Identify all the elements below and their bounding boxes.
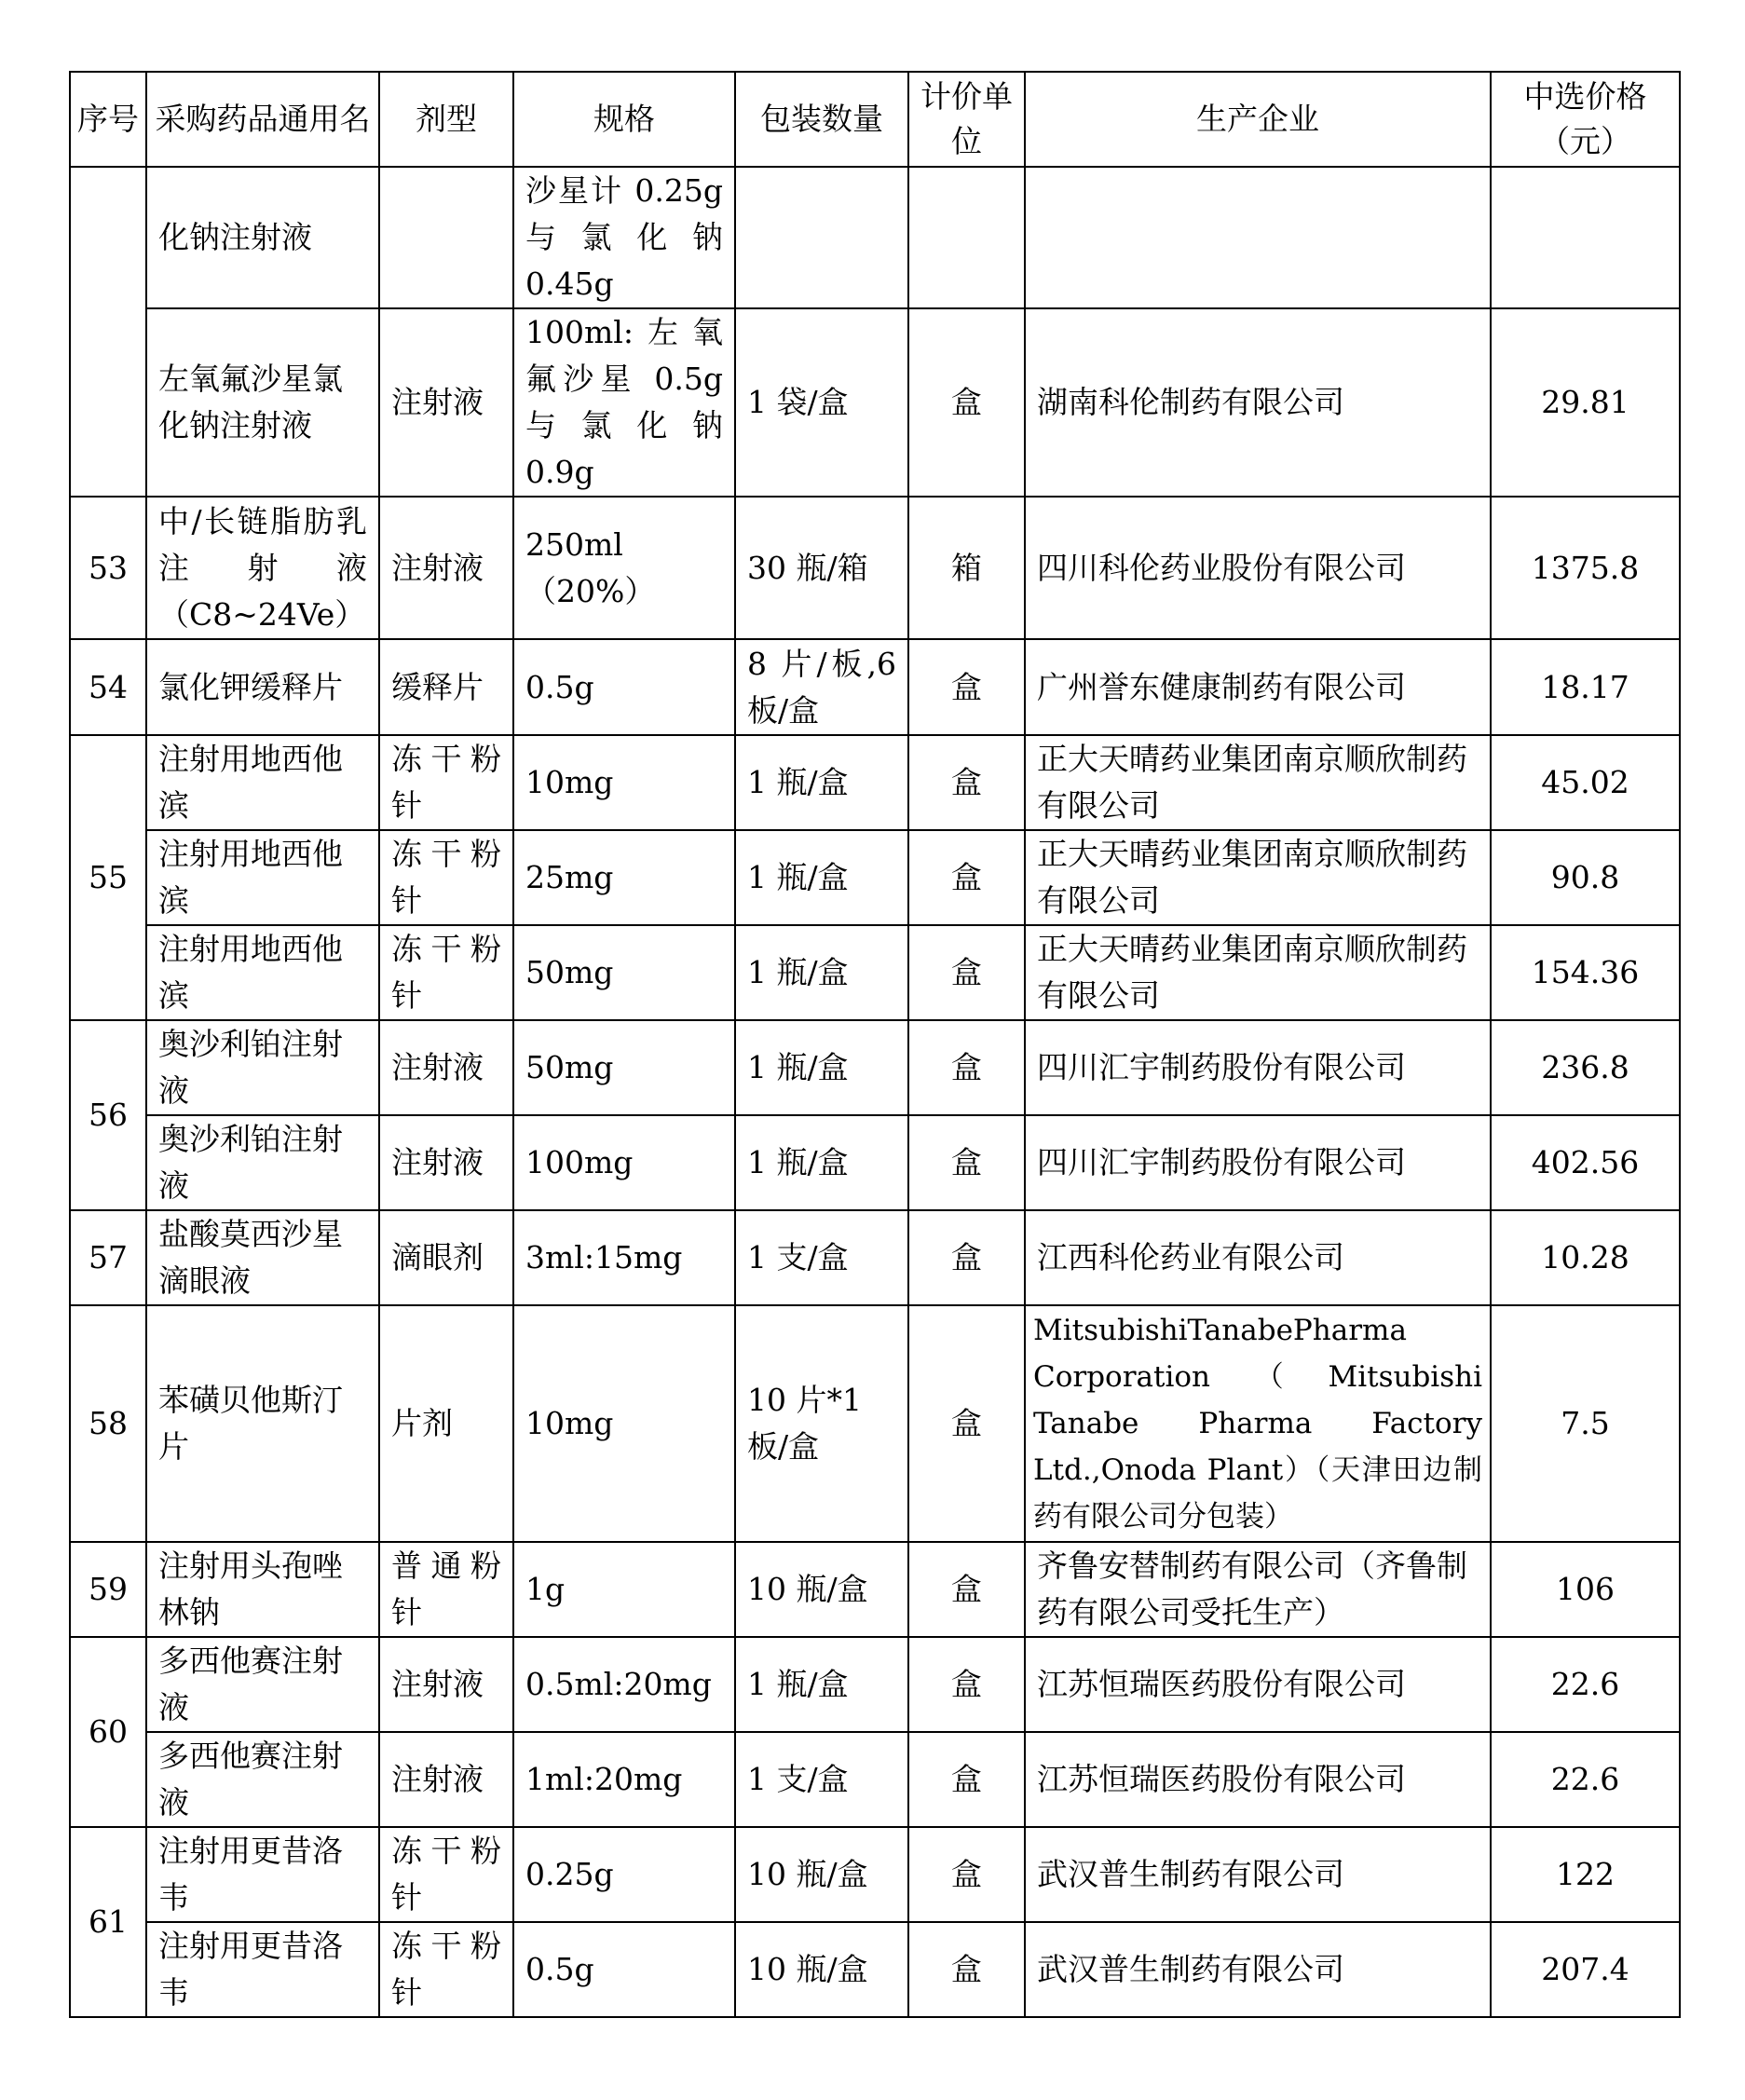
cell-price: 29.81 — [1491, 308, 1680, 497]
cell-price: 18.17 — [1491, 639, 1680, 735]
cell-pack: 1 瓶/盒 — [735, 925, 908, 1020]
cell-name: 左氧氟沙星氯化钠注射液 — [146, 308, 379, 497]
cell-price: 7.5 — [1491, 1305, 1680, 1542]
header-spec: 规格 — [513, 72, 735, 167]
cell-spec: 沙星计 0.25g 与 氯 化 钠 0.45g — [513, 167, 735, 308]
cell-name: 注射用地西他滨 — [146, 925, 379, 1020]
table-row — [70, 1115, 1680, 1210]
header-unit: 计价单位 — [908, 72, 1025, 167]
table-row — [70, 167, 1680, 308]
cell-name: 多西他赛注射液 — [146, 1732, 379, 1827]
cell-seq: 54 — [70, 639, 146, 735]
cell-form: 冻干粉针 — [379, 830, 513, 925]
cell-form: 注射液 — [379, 308, 513, 497]
cell-price: 122 — [1491, 1827, 1680, 1922]
cell-form: 冻干粉针 — [379, 1827, 513, 1922]
cell-unit: 盒 — [908, 1305, 1025, 1542]
cell-form: 注射液 — [379, 497, 513, 639]
cell-maker: 四川汇宇制药股份有限公司 — [1025, 1115, 1491, 1210]
cell-unit: 盒 — [908, 1210, 1025, 1305]
table-row — [70, 308, 1680, 497]
cell-spec: 0.25g — [513, 1827, 735, 1922]
cell-pack: 1 瓶/盒 — [735, 1637, 908, 1732]
cell-name: 注射用地西他滨 — [146, 735, 379, 830]
cell-form: 普通粉针 — [379, 1542, 513, 1637]
cell-seq — [70, 167, 146, 497]
cell-form: 冻干粉针 — [379, 1922, 513, 2017]
table-row — [70, 735, 1680, 830]
cell-unit: 盒 — [908, 1637, 1025, 1732]
cell-unit: 盒 — [908, 925, 1025, 1020]
table-row — [70, 830, 1680, 925]
cell-seq: 56 — [70, 1020, 146, 1210]
cell-spec: 1g — [513, 1542, 735, 1637]
cell-maker: 正大天晴药业集团南京顺欣制药有限公司 — [1025, 925, 1491, 1020]
cell-price: 10.28 — [1491, 1210, 1680, 1305]
cell-form: 片剂 — [379, 1305, 513, 1542]
cell-pack: 1 瓶/盒 — [735, 1115, 908, 1210]
header-seq: 序号 — [70, 72, 146, 167]
cell-price: 90.8 — [1491, 830, 1680, 925]
cell-name: 注射用头孢唑林钠 — [146, 1542, 379, 1637]
cell-spec: 100ml:左氧氟沙星 0.5g 与氯化钠 0.9g — [513, 308, 735, 497]
table-row — [70, 1827, 1680, 1922]
cell-price: 402.56 — [1491, 1115, 1680, 1210]
cell-name: 氯化钾缓释片 — [146, 639, 379, 735]
cell-seq: 55 — [70, 735, 146, 1020]
cell-pack: 10 瓶/盒 — [735, 1542, 908, 1637]
cell-name: 化钠注射液 — [146, 167, 379, 308]
cell-unit: 盒 — [908, 639, 1025, 735]
cell-unit: 盒 — [908, 1115, 1025, 1210]
table-row — [70, 1542, 1680, 1637]
cell-pack: 1 支/盒 — [735, 1732, 908, 1827]
cell-name: 奥沙利铂注射液 — [146, 1020, 379, 1115]
cell-pack: 10 瓶/盒 — [735, 1827, 908, 1922]
cell-unit: 盒 — [908, 1732, 1025, 1827]
header-name: 采购药品通用名 — [146, 72, 379, 167]
cell-unit: 箱 — [908, 497, 1025, 639]
cell-pack: 8 片/板,6 板/盒 — [735, 639, 908, 735]
cell-maker — [1025, 167, 1491, 308]
cell-unit: 盒 — [908, 1542, 1025, 1637]
table-row — [70, 1210, 1680, 1305]
cell-spec: 0.5g — [513, 1922, 735, 2017]
cell-spec: 250ml（20%） — [513, 497, 735, 639]
cell-spec: 50mg — [513, 925, 735, 1020]
drug-procurement-table — [69, 71, 1681, 2018]
cell-name: 盐酸莫西沙星滴眼液 — [146, 1210, 379, 1305]
cell-form: 注射液 — [379, 1020, 513, 1115]
cell-name: 奥沙利铂注射液 — [146, 1115, 379, 1210]
cell-form: 冻干粉针 — [379, 735, 513, 830]
cell-unit — [908, 167, 1025, 308]
cell-maker: MitsubishiTanabePharma Corporation（Mitsubishi Tanabe Pharma Factory Ltd.,Onoda Plant）（天津田边制药有限公司分包装） — [1025, 1305, 1491, 1542]
cell-form — [379, 167, 513, 308]
cell-pack: 1 瓶/盒 — [735, 830, 908, 925]
cell-seq: 61 — [70, 1827, 146, 2017]
cell-spec: 10mg — [513, 1305, 735, 1542]
cell-name: 注射用更昔洛韦 — [146, 1827, 379, 1922]
cell-unit: 盒 — [908, 1827, 1025, 1922]
header-form: 剂型 — [379, 72, 513, 167]
cell-form: 注射液 — [379, 1115, 513, 1210]
cell-seq: 53 — [70, 497, 146, 639]
cell-spec: 0.5g — [513, 639, 735, 735]
cell-price: 45.02 — [1491, 735, 1680, 830]
cell-maker: 四川科伦药业股份有限公司 — [1025, 497, 1491, 639]
cell-unit: 盒 — [908, 830, 1025, 925]
cell-maker: 广州誉东健康制药有限公司 — [1025, 639, 1491, 735]
cell-name: 苯磺贝他斯汀片 — [146, 1305, 379, 1542]
cell-pack: 1 袋/盒 — [735, 308, 908, 497]
cell-spec: 50mg — [513, 1020, 735, 1115]
cell-form: 注射液 — [379, 1637, 513, 1732]
header-price: 中选价格（元） — [1491, 72, 1680, 167]
cell-price: 106 — [1491, 1542, 1680, 1637]
cell-seq: 60 — [70, 1637, 146, 1827]
cell-maker: 湖南科伦制药有限公司 — [1025, 308, 1491, 497]
cell-pack: 30 瓶/箱 — [735, 497, 908, 639]
table-row — [70, 925, 1680, 1020]
table-row — [70, 1305, 1680, 1542]
cell-name: 注射用地西他滨 — [146, 830, 379, 925]
table-header-row — [70, 72, 1680, 167]
cell-price: 22.6 — [1491, 1732, 1680, 1827]
cell-name: 注射用更昔洛韦 — [146, 1922, 379, 2017]
header-pack: 包装数量 — [735, 72, 908, 167]
cell-spec: 25mg — [513, 830, 735, 925]
cell-seq: 58 — [70, 1305, 146, 1542]
cell-price: 154.36 — [1491, 925, 1680, 1020]
cell-unit: 盒 — [908, 1922, 1025, 2017]
cell-unit: 盒 — [908, 308, 1025, 497]
cell-form: 滴眼剂 — [379, 1210, 513, 1305]
cell-maker: 四川汇宇制药股份有限公司 — [1025, 1020, 1491, 1115]
cell-form: 冻干粉针 — [379, 925, 513, 1020]
cell-form: 注射液 — [379, 1732, 513, 1827]
cell-maker: 江西科伦药业有限公司 — [1025, 1210, 1491, 1305]
header-maker: 生产企业 — [1025, 72, 1491, 167]
cell-spec: 100mg — [513, 1115, 735, 1210]
table-row — [70, 1922, 1680, 2017]
cell-pack: 1 支/盒 — [735, 1210, 908, 1305]
cell-spec: 0.5ml:20mg — [513, 1637, 735, 1732]
cell-name: 中/长链脂肪乳注射液（C8~24Ve） — [146, 497, 379, 639]
table-row — [70, 497, 1680, 639]
cell-seq: 57 — [70, 1210, 146, 1305]
table-row — [70, 1020, 1680, 1115]
cell-spec: 10mg — [513, 735, 735, 830]
cell-pack: 1 瓶/盒 — [735, 1020, 908, 1115]
cell-unit: 盒 — [908, 735, 1025, 830]
cell-maker: 江苏恒瑞医药股份有限公司 — [1025, 1732, 1491, 1827]
cell-price: 207.4 — [1491, 1922, 1680, 2017]
cell-pack: 1 瓶/盒 — [735, 735, 908, 830]
cell-price: 1375.8 — [1491, 497, 1680, 639]
cell-maker: 武汉普生制药有限公司 — [1025, 1827, 1491, 1922]
table-row — [70, 639, 1680, 735]
cell-pack: 10 片*1 板/盒 — [735, 1305, 908, 1542]
cell-form: 缓释片 — [379, 639, 513, 735]
cell-maker: 正大天晴药业集团南京顺欣制药有限公司 — [1025, 735, 1491, 830]
table-row — [70, 1732, 1680, 1827]
cell-spec: 3ml:15mg — [513, 1210, 735, 1305]
cell-price — [1491, 167, 1680, 308]
cell-price: 236.8 — [1491, 1020, 1680, 1115]
cell-unit: 盒 — [908, 1020, 1025, 1115]
cell-maker: 齐鲁安替制药有限公司（齐鲁制药有限公司受托生产） — [1025, 1542, 1491, 1637]
cell-spec: 1ml:20mg — [513, 1732, 735, 1827]
cell-pack — [735, 167, 908, 308]
cell-name: 多西他赛注射液 — [146, 1637, 379, 1732]
cell-maker: 江苏恒瑞医药股份有限公司 — [1025, 1637, 1491, 1732]
cell-maker: 正大天晴药业集团南京顺欣制药有限公司 — [1025, 830, 1491, 925]
cell-pack: 10 瓶/盒 — [735, 1922, 908, 2017]
cell-price: 22.6 — [1491, 1637, 1680, 1732]
table-row — [70, 1637, 1680, 1732]
cell-maker: 武汉普生制药有限公司 — [1025, 1922, 1491, 2017]
cell-seq: 59 — [70, 1542, 146, 1637]
